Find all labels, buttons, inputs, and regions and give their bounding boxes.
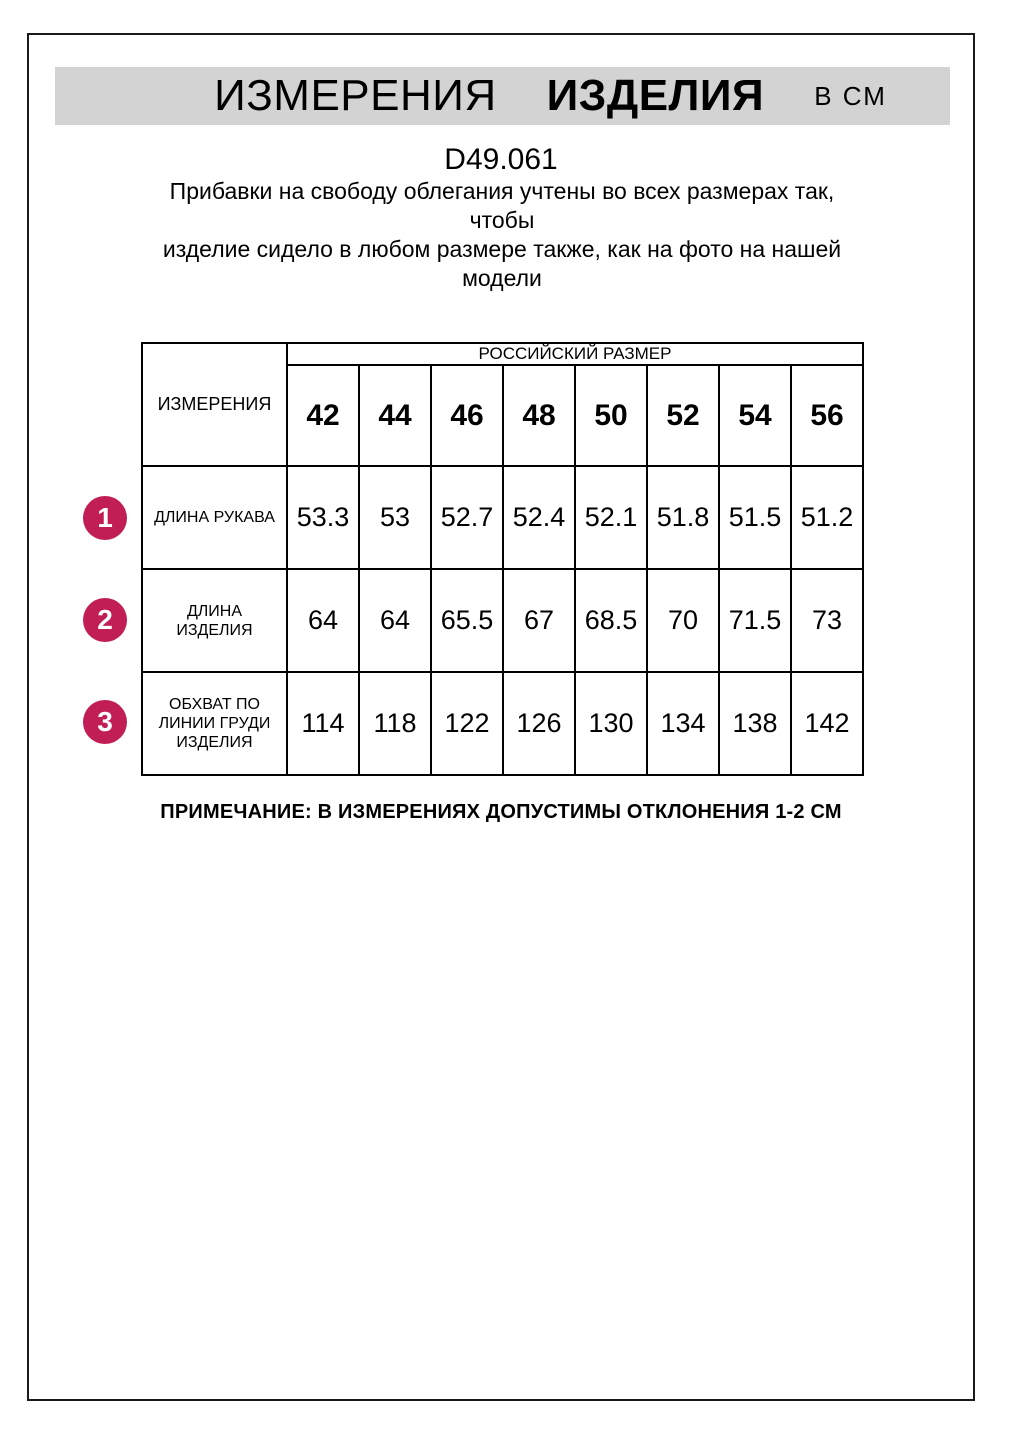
value-cell: 51.2 [791, 466, 863, 569]
table-row-sleeve-length [142, 466, 863, 569]
row-label-line: ДЛИНА РУКАВА [154, 509, 275, 526]
header-title-measurements: ИЗМЕРЕНИЯ [214, 71, 497, 120]
size-header-cell: 50 [575, 365, 647, 466]
row-label-line: ОБХВАТ ПО [169, 696, 260, 713]
value-cell: 122 [431, 672, 503, 775]
size-header-cell: 44 [359, 365, 431, 466]
measurement-tolerance-note: ПРИМЕЧАНИЕ: В ИЗМЕРЕНИЯХ ДОПУСТИМЫ ОТКЛОНЕНИЯ 1-2 СМ [160, 801, 842, 823]
value-cell: 52.4 [503, 466, 575, 569]
value-cell: 68.5 [575, 569, 647, 672]
size-header-cell: 56 [791, 365, 863, 466]
value-cell: 130 [575, 672, 647, 775]
size-table [141, 342, 864, 776]
fit-note-line: модели [462, 265, 542, 291]
value-cell: 73 [791, 569, 863, 672]
product-code: D49.061 [444, 143, 558, 176]
corner-header-cell: ИЗМЕРЕНИЯ [142, 343, 287, 466]
row-badge-1 [83, 496, 127, 540]
value-cell: 118 [359, 672, 431, 775]
row-badge-3-number: 3 [97, 706, 113, 737]
row-label-line: ЛИНИИ ГРУДИ [158, 715, 271, 732]
row-badge-1-number: 1 [97, 502, 113, 533]
header-title-product: ИЗДЕЛИЯ [546, 71, 765, 120]
value-cell: 51.5 [719, 466, 791, 569]
row-label-cell [142, 466, 287, 569]
value-cell: 52.7 [431, 466, 503, 569]
size-header-cell: 52 [647, 365, 719, 466]
row-label-line: ИЗДЕЛИЯ [176, 621, 253, 639]
value-cell: 65.5 [431, 569, 503, 672]
value-cell: 126 [503, 672, 575, 775]
row-label-cell [142, 672, 287, 775]
value-cell: 52.1 [575, 466, 647, 569]
value-cell: 114 [287, 672, 359, 775]
value-cell: 51.8 [647, 466, 719, 569]
size-header-cell: 48 [503, 365, 575, 466]
value-cell: 67 [503, 569, 575, 672]
value-cell: 70 [647, 569, 719, 672]
fit-note-line: Прибавки на свободу облегания учтены во всех размерах так, чтобы [169, 178, 835, 233]
value-cell: 142 [791, 672, 863, 775]
table-group-header-row [142, 343, 863, 365]
size-header-cell: 46 [431, 365, 503, 466]
value-cell: 71.5 [719, 569, 791, 672]
row-label-line: ИЗДЕЛИЯ [176, 734, 253, 751]
value-cell: 64 [287, 569, 359, 672]
row-label-cell [142, 569, 287, 672]
header-bar [55, 67, 950, 125]
row-label-line: ДЛИНА [186, 602, 243, 620]
fit-note-line: изделие сидело в любом размере также, как на фото на нашей [162, 236, 842, 262]
value-cell: 53.3 [287, 466, 359, 569]
row-badge-2-number: 2 [97, 604, 113, 635]
size-group-header-cell: РОССИЙСКИЙ РАЗМЕР [287, 343, 863, 365]
table-row-chest-girth [142, 672, 863, 775]
value-cell: 64 [359, 569, 431, 672]
size-header-cell: 54 [719, 365, 791, 466]
fit-note [137, 177, 867, 293]
row-badge-3 [83, 700, 127, 744]
header-title-units: В СМ [814, 80, 887, 111]
value-cell: 134 [647, 672, 719, 775]
table-row-item-length [142, 569, 863, 672]
value-cell: 53 [359, 466, 431, 569]
value-cell: 138 [719, 672, 791, 775]
row-badge-2 [83, 598, 127, 642]
size-header-cell: 42 [287, 365, 359, 466]
